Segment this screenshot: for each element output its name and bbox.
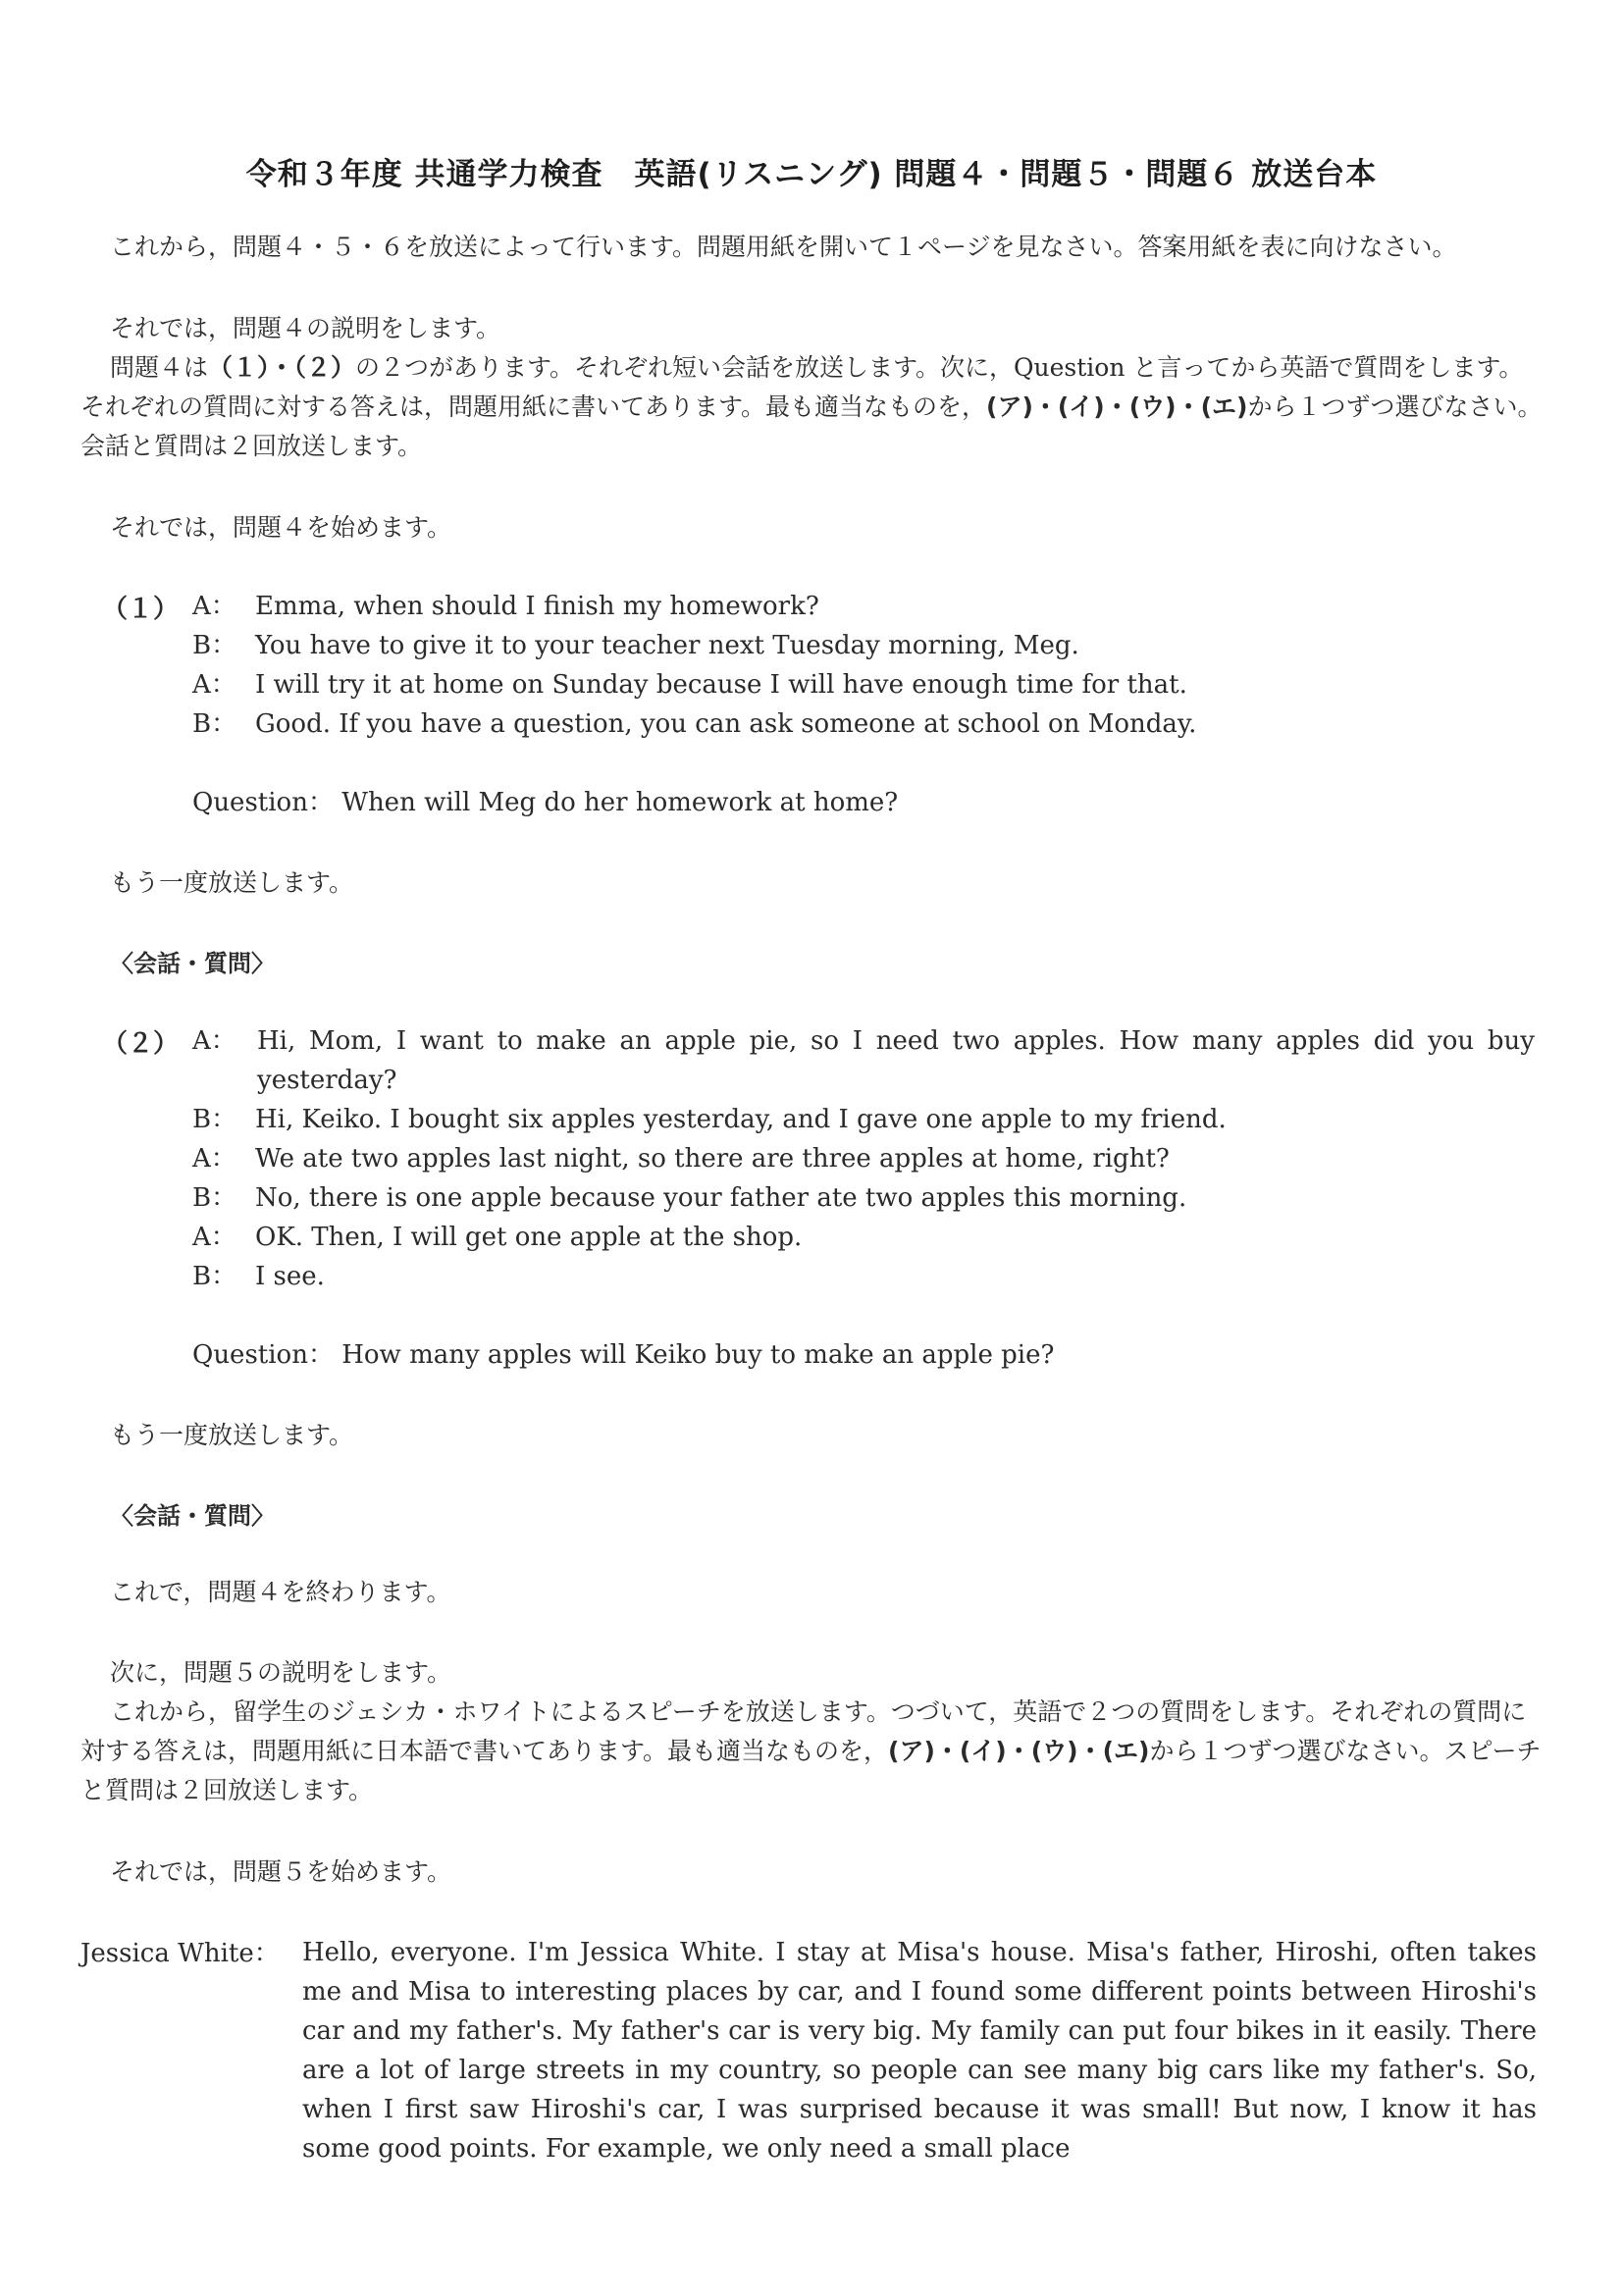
dialog2-line	[192, 1139, 1170, 1178]
line-text: We ate two apples last night, so there are three apples at home, right?	[255, 1144, 1170, 1174]
q5-desc-part-a: これから，留学生のジェシカ・ホワイトによるスピーチを放送します。つづいて，英語で２つの質問をします。それぞれの質問に対する答えは，問題用紙に日本語で書いてあります。最も適当なものを，	[80, 1697, 1527, 1765]
speech-text: Hello, everyone. I'm Jessica White. I stay at Misa's house. Misa's father, Hiroshi, often takes me and Misa to interesting places by car, and I found some different points between Hiroshi's car and my father's. My father's car is very big. My family can put four bikes in it easily. There are a lot of large streets in my country, so people can see many big cars like my father's. So, when I first saw Hiroshi's car, I was surprised because it was small! But now, I know it has some good points. For example, we only need a small place	[302, 1938, 1537, 2164]
intro-text: これから，問題４・５・６を放送によって行います。問題用紙を開いて１ページを見なさい。答案用紙を表に向けなさい。	[110, 233, 1457, 261]
speaker-label: A：	[192, 670, 236, 700]
q4-desc-part-c: の２つがあります。それぞれ短い会話を放送します。次に，Question と言ってから英語で質問をします。それぞれの質問に対する答えは，問題用紙に書いてあります。最も適当なものを，	[80, 353, 1524, 421]
dialog1-number: （１）	[102, 595, 180, 624]
dialog1-line	[192, 587, 819, 626]
repeat-notice-2: もう一度放送します。	[110, 1421, 354, 1449]
q4-desc-options: (ア)・(イ)・(ウ)・(エ)	[986, 392, 1248, 421]
speaker-label: B：	[192, 631, 237, 660]
line-text: OK. Then, I will get one apple at the shop.	[255, 1223, 803, 1252]
speech-speaker: Jessica White：	[80, 1939, 280, 1968]
speaker-label: B：	[192, 1183, 237, 1213]
speaker-label: B：	[192, 1262, 237, 1291]
q5-desc-options: (ア)・(イ)・(ウ)・(エ)	[888, 1737, 1150, 1765]
line-text: No, there is one apple because your father ate two apples this morning.	[255, 1183, 1187, 1213]
q5-description	[80, 1693, 1543, 1810]
dialog2-line	[192, 1257, 325, 1296]
dialog2-line-text: Hi, Mom, I want to make an apple pie, so I need two apples. How many apples did you buy yesterday?	[257, 1026, 1535, 1095]
q4-start: それでは，問題４を始めます。	[110, 513, 452, 542]
q5-start: それでは，問題５を始めます。	[110, 1857, 452, 1886]
dialog2-line	[192, 1100, 1227, 1139]
line-text: I will try it at home on Sunday because I will have enough time for that.	[255, 670, 1187, 700]
speaker-label: B：	[192, 1105, 237, 1134]
dialog2-line	[192, 1021, 255, 1061]
q4-explain: それでは，問題４の説明をします。	[110, 314, 501, 342]
speaker-label: A：	[192, 1144, 236, 1174]
q4-description	[80, 348, 1543, 466]
dialog1-line	[192, 665, 1187, 704]
line-text: Hi, Keiko. I bought six apples yesterday, and I gave one apple to my friend.	[255, 1105, 1227, 1134]
speaker-label: A：	[192, 1026, 236, 1056]
dialog2-number: （２）	[102, 1029, 180, 1059]
dialog2-line	[192, 1218, 802, 1257]
q4-end: これで，問題４を終わります。	[110, 1578, 451, 1606]
q4-desc-part-e: から１つずつ選びなさい。会話と質問は２回放送します。	[80, 392, 1543, 460]
conversation-question-label-2: 〈会話・質問〉	[110, 1502, 275, 1530]
dialog2-line	[192, 1178, 1186, 1218]
page-title: 令和３年度 共通学力検査 英語(リスニング) 問題４・問題５・問題６ 放送台本	[245, 157, 1378, 192]
q4-desc-part-a: 問題４は	[110, 353, 209, 382]
dialog1-line	[192, 626, 1079, 665]
q5-explain: 次に，問題５の説明をします。	[110, 1658, 452, 1687]
speaker-label: A：	[192, 1223, 236, 1252]
q5-desc-part-c: から１つずつ選びなさい。スピーチと質問は２回放送します。	[80, 1737, 1542, 1804]
line-text: I see.	[255, 1262, 325, 1291]
line-text: Emma, when should I finish my homework?	[255, 592, 819, 621]
line-text: Good. If you have a question, you can ask someone at school on Monday.	[255, 709, 1197, 739]
dialog1-line	[192, 704, 1196, 744]
dialog2-question: Question： How many apples will Keiko buy to make an apple pie?	[192, 1340, 1055, 1370]
speaker-label: B：	[192, 709, 237, 739]
repeat-notice-1: もう一度放送します。	[110, 868, 354, 897]
dialog1-question: Question： When will Meg do her homework at home?	[192, 788, 899, 817]
conversation-question-label-1: 〈会話・質問〉	[110, 950, 275, 977]
q4-desc-part-b: （１）・（２）	[208, 353, 356, 382]
line-text: You have to give it to your teacher next Tuesday morning, Meg.	[255, 631, 1079, 660]
speaker-label: A：	[192, 592, 236, 621]
